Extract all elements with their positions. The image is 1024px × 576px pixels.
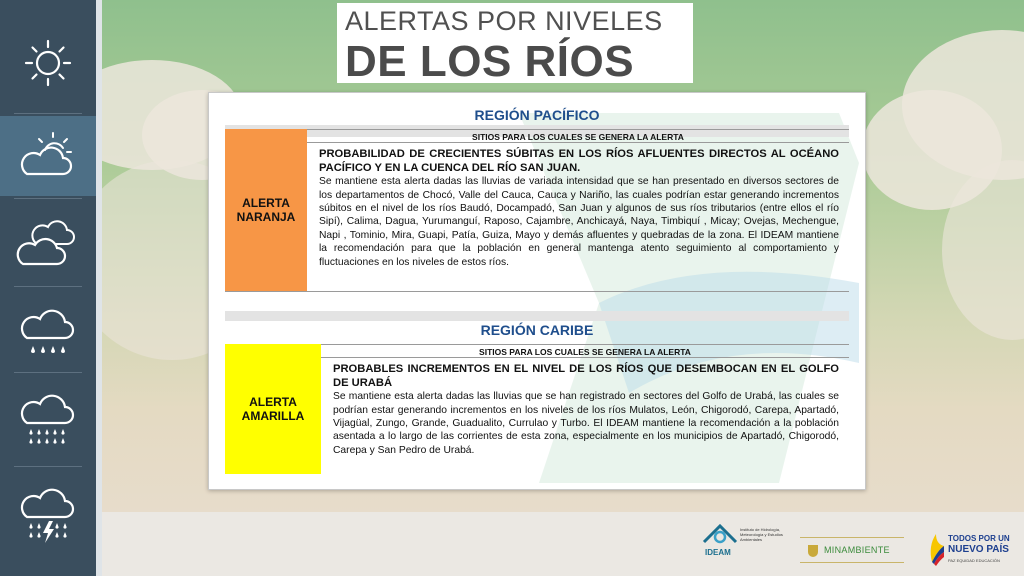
slide-title (337, 3, 693, 86)
region-pacifico-title: REGIÓN PACÍFICO (474, 107, 600, 123)
coat-of-arms-icon (806, 543, 820, 559)
caribe-content (333, 363, 839, 457)
pacifico-subheader: SITIOS PARA LOS CUALES SE GENERA LA ALERTA (307, 129, 849, 143)
cloudy-icon (15, 216, 81, 270)
sidebar-divider (14, 198, 82, 199)
sidebar-item-light-rain[interactable] (0, 289, 96, 374)
sidebar-item-sunny[interactable] (0, 20, 96, 105)
minambiente-logo (800, 537, 904, 563)
alert-naranja-badge: ALERTA NARANJA (225, 129, 307, 291)
sidebar-item-cloudy[interactable] (0, 200, 96, 285)
divider (225, 291, 849, 292)
pacifico-body: Se mantiene esta alerta dadas las lluvias de variada intensidad que se han presentado en diversos sectores de los departamentos de Chocó, Valle del Cauca, Cauca y Nariño, las cuales podrían estar generando incrementos súbitos en el nivel de los ríos Baudó, Docampadó, San Juan y algunos de sus ríos tributarios (entre ellos el río Sipí), Calima, Dagua, Yurumanguí, Raposo, Cajambre, Anchicayá, Naya, Timbiquí , Micay; Ovejas, Mechengue, Napi , Tominio, Mira, Guapi, Patía, Guiza, Mayo y demás afluentes y quebradas de la zona. El IDEAM mantiene la recomendación para que la población en general mantenga atento seguimiento al comportamiento y fluctuaciones en los niveles de estos ríos. (319, 176, 839, 268)
ideam-emblem-icon (702, 522, 738, 546)
caribe-subheader: SITIOS PARA LOS CUALES SE GENERA LA ALERTA (321, 344, 849, 358)
thunderstorm-icon (17, 483, 79, 547)
title-line-1: ALERTAS POR NIVELES (345, 6, 663, 36)
tpnp-line-2: NUEVO PAÍS (948, 544, 1009, 555)
alert-amarilla-badge: ALERTA AMARILLA (225, 344, 321, 474)
colombia-flag-icon (926, 532, 946, 566)
todos-por-un-nuevo-pais-logo (926, 530, 1022, 570)
tpnp-line-3: PAZ EQUIDAD EDUCACIÓN (948, 558, 1000, 563)
sidebar-divider (14, 113, 82, 114)
heavy-rain-icon (17, 389, 79, 451)
tpnp-line-1: TODOS POR UN (948, 534, 1010, 543)
ideam-subtitle: Instituto de Hidrología, Meteorología y Estudios Ambientales (740, 527, 783, 542)
sidebar-item-partly-cloudy[interactable] (0, 116, 96, 196)
sidebar-divider (14, 372, 82, 373)
pacifico-content (319, 148, 839, 269)
sidebar-divider (14, 466, 82, 467)
light-rain-icon (17, 302, 79, 362)
region-caribe-title: REGIÓN CARIBE (480, 322, 594, 338)
sidebar (0, 0, 96, 576)
ideam-label: IDEAM (705, 548, 731, 557)
pacifico-heading: PROBABILIDAD DE CRECIENTES SÚBITAS EN LOS RÍOS AFLUENTES DIRECTOS AL OCÉANO PACÍFICO Y EN LA CUENCA DEL RÍO SAN JUAN. (319, 148, 839, 174)
gray-bar (225, 311, 849, 321)
sidebar-item-heavy-rain[interactable] (0, 377, 96, 462)
sidebar-item-thunderstorm[interactable] (0, 472, 96, 557)
alert-document (208, 92, 866, 490)
minambiente-label: MINAMBIENTE (824, 545, 890, 555)
ideam-logo (702, 522, 792, 566)
caribe-heading: PROBABLES INCREMENTOS EN EL NIVEL DE LOS RÍOS QUE DESEMBOCAN EN EL GOLFO DE URABÁ (333, 363, 839, 389)
sidebar-divider (14, 286, 82, 287)
caribe-body: Se mantiene esta alerta dadas las lluvias que se han registrado en sectores del Golfo de Urabá, las cuales se podrían estar generando incrementos en los niveles de los ríos Mulatos, León, Chigorodó, Carepa, Apartadó, Vijagüal, Zungo, Grande, Guadualito, Currulao y Turbo. El IDEAM mantiene la recomendación a la población asentada a lo largo de las corrientes de esta zona, especialmente en los municipios de Apartadó, Chigorodó, Carepa y San Pedro de Urabá. (333, 391, 839, 456)
sun-icon (22, 37, 74, 89)
title-line-2: DE LOS RÍOS (345, 37, 635, 86)
partly-cloudy-icon (15, 130, 81, 182)
